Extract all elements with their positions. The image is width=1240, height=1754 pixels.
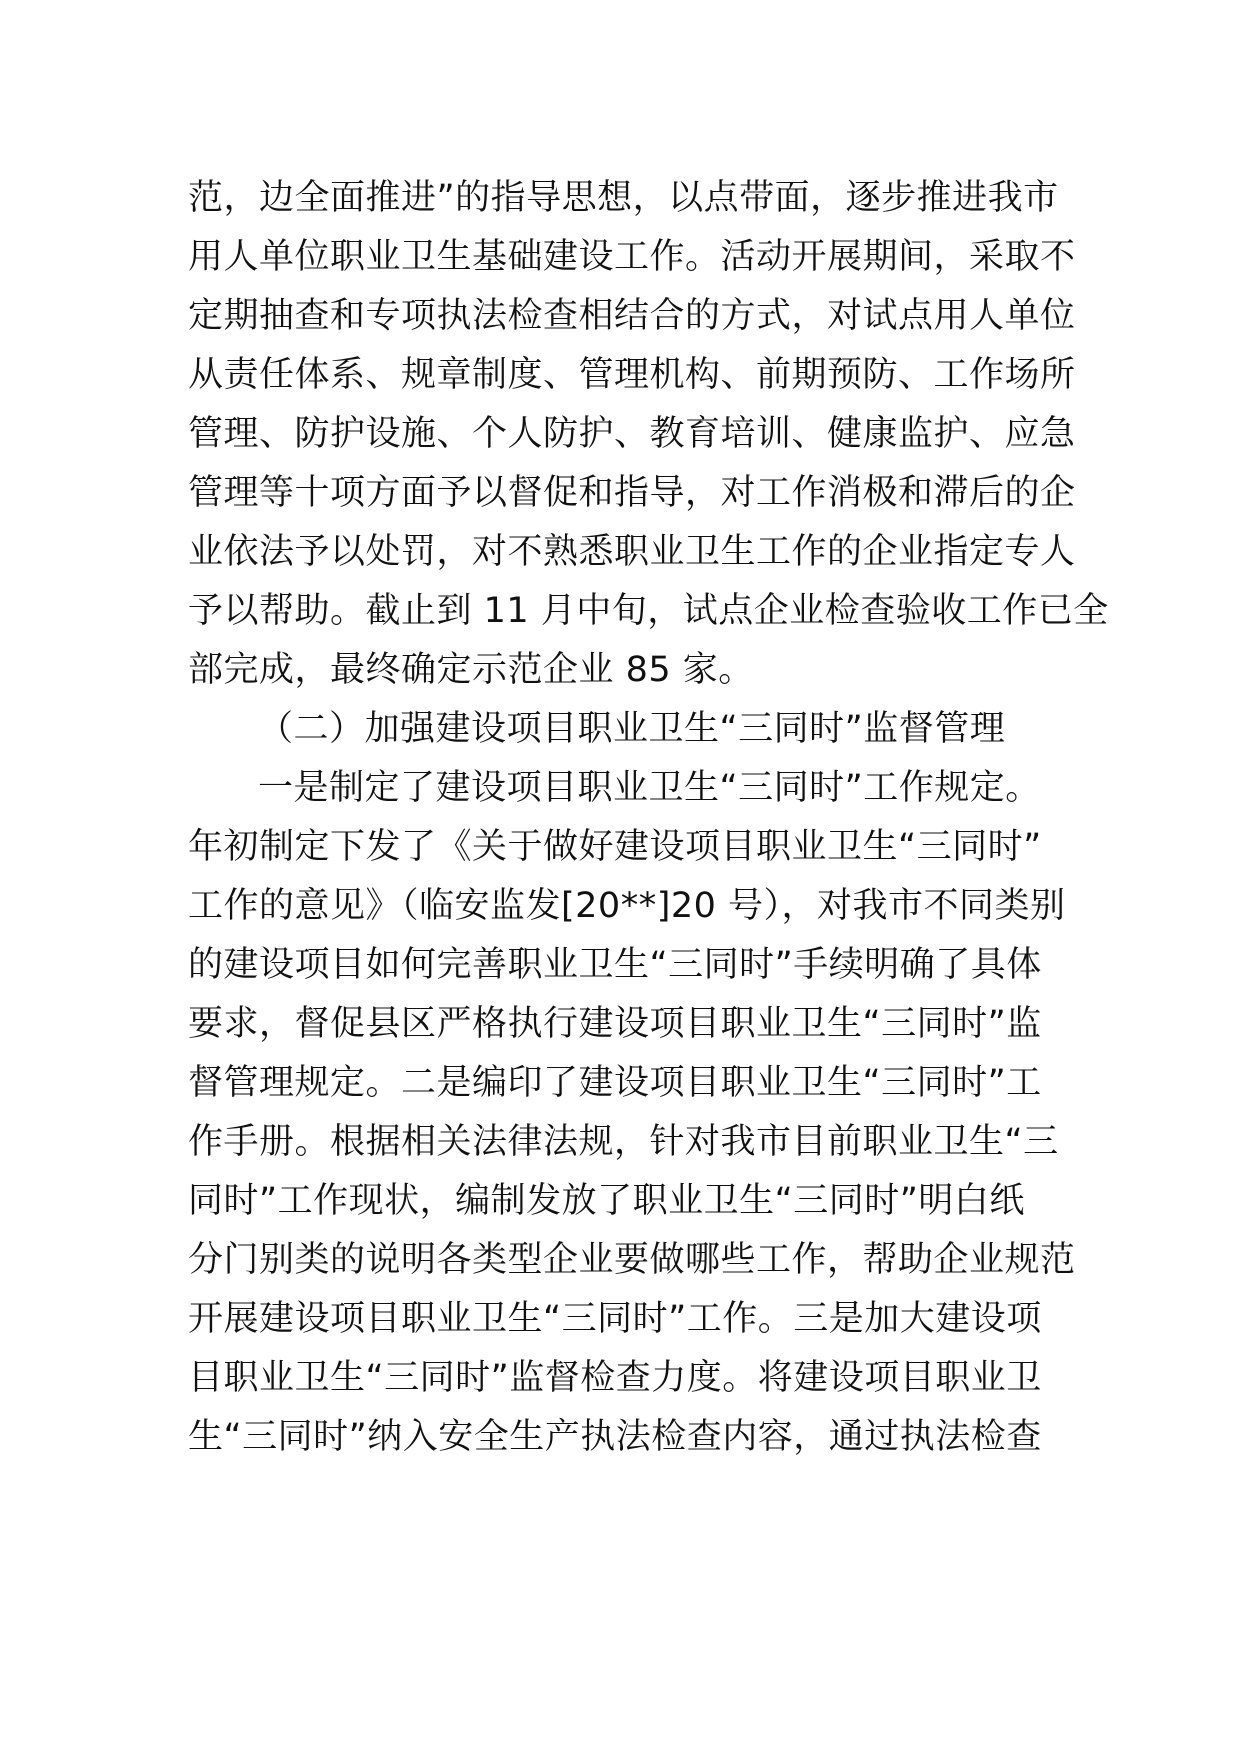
text-line: 管理、防护设施、个人防护、教育培训、健康监护、应急 xyxy=(188,414,1076,454)
paragraph-first-line: 一是制定了建设项目职业卫生“三同时”工作规定。 xyxy=(258,768,1041,808)
text-line: 督管理规定。二是编印了建设项目职业卫生“三同时”工 xyxy=(188,1063,1042,1103)
text-line: 用人单位职业卫生基础建设工作。活动开展期间，采取不 xyxy=(188,237,1076,277)
text-line: 管理等十项方面予以督促和指导，对工作消极和滞后的企 xyxy=(188,473,1076,513)
text-line: 定期抽查和专项执法检查相结合的方式，对试点用人单位 xyxy=(188,296,1076,336)
section-heading: （二）加强建设项目职业卫生“三同时”监督管理 xyxy=(258,709,1006,749)
text-line: 同时”工作现状，编制发放了职业卫生“三同时”明白纸 xyxy=(188,1181,1025,1221)
text-line: 予以帮助。截止到 11 月中旬，试点企业检查验收工作已全 xyxy=(188,591,1109,631)
text-line: 开展建设项目职业卫生“三同时”工作。三是加大建设项 xyxy=(188,1299,1042,1339)
text-line: 生“三同时”纳入安全生产执法检查内容，通过执法检查 xyxy=(188,1417,1042,1457)
text-line: 分门别类的说明各类型企业要做哪些工作，帮助企业规范 xyxy=(188,1240,1076,1280)
text-line: 范，边全面推进”的指导思想，以点带面，逐步推进我市 xyxy=(188,178,1059,218)
text-line: 从责任体系、规章制度、管理机构、前期预防、工作场所 xyxy=(188,355,1076,395)
text-line: 业依法予以处罚，对不熟悉职业卫生工作的企业指定专人 xyxy=(188,532,1076,572)
text-line: 年初制定下发了《关于做好建设项目职业卫生“三同时” xyxy=(188,827,1042,867)
text-line: 的建设项目如何完善职业卫生“三同时”手续明确了具体 xyxy=(188,945,1042,985)
text-line: 部完成，最终确定示范企业 85 家。 xyxy=(188,650,754,690)
text-line: 工作的意见》（临安监发[20**]20 号），对我市不同类别 xyxy=(188,886,1066,926)
text-line: 作手册。根据相关法律法规，针对我市目前职业卫生“三 xyxy=(188,1122,1059,1162)
text-line: 目职业卫生“三同时”监督检查力度。将建设项目职业卫 xyxy=(188,1358,1042,1398)
text-line: 要求，督促县区严格执行建设项目职业卫生“三同时”监 xyxy=(188,1004,1042,1044)
